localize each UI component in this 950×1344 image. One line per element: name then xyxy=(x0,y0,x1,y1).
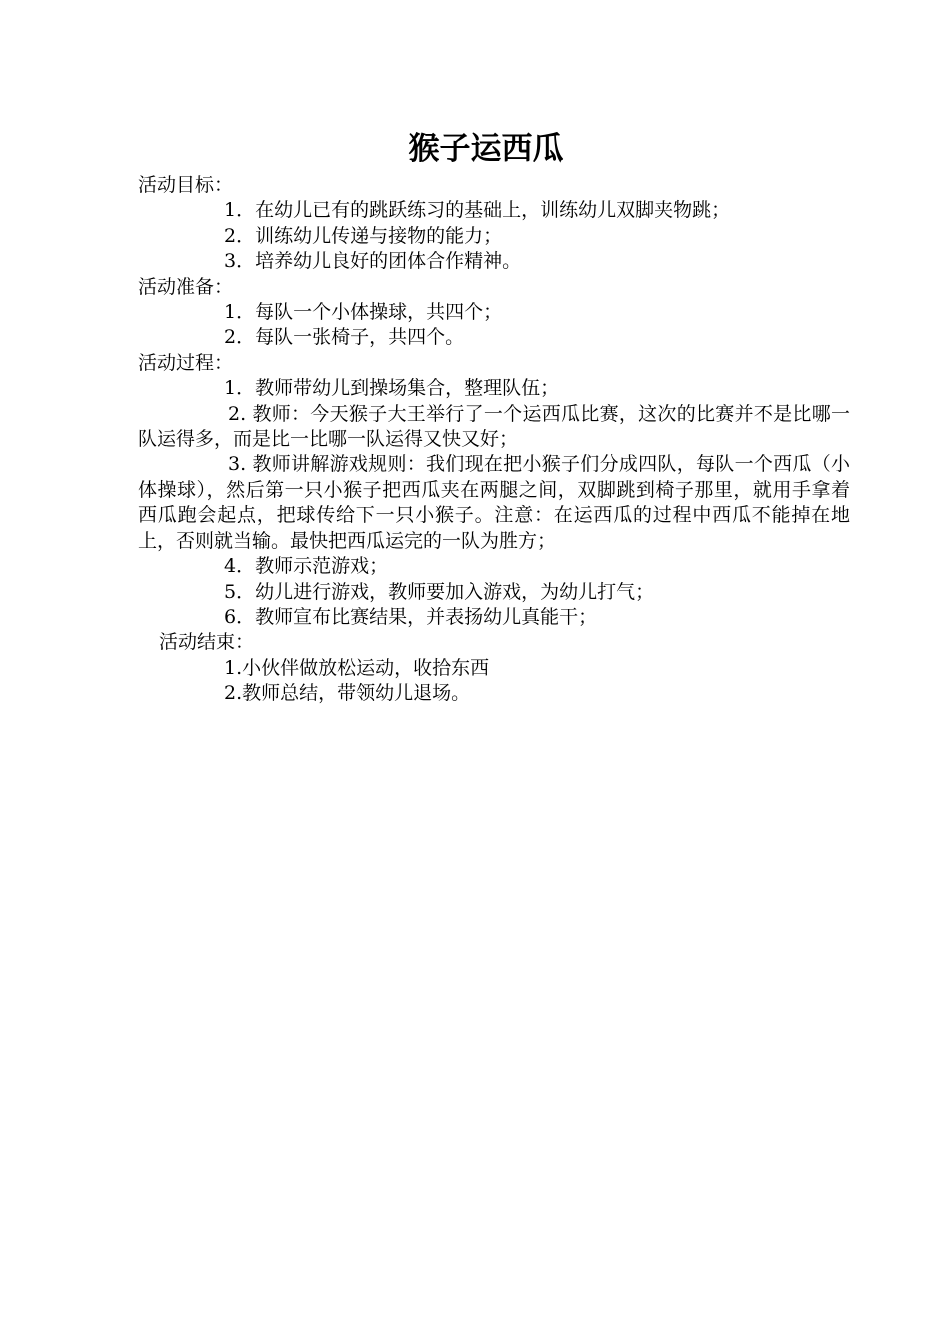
goal-item-2: 2．训练幼儿传递与接物的能力； xyxy=(224,224,503,247)
document-title: 猴子运西瓜 xyxy=(408,131,564,167)
goal-item-3: 3．培养幼儿良好的团体合作精神。 xyxy=(224,250,522,273)
goal-item-1: 1．在幼儿已有的跳跃练习的基础上，训练幼儿双脚夹物跳； xyxy=(224,199,731,222)
process-paragraph-2: 2. 教师：今天猴子大王举行了一个运西瓜比赛，这次的比赛并不是比哪一队运得多，而是比一比哪一队运得又快又好； xyxy=(138,402,850,451)
process-paragraph-3: 3. 教师讲解游戏规则：我们现在把小猴子们分成四队，每队一个西瓜（小体操球），然后第一只小猴子把西瓜夹在两腿之间，双脚跳到椅子那里，就用手拿着西瓜跑会起点，把球传给下一只小猴子。注意：在运西瓜的过程中西瓜不能掉在地上，否则就当输。最快把西瓜运完的一队为胜方； xyxy=(138,453,850,552)
process-item-5: 5．幼儿进行游戏，教师要加入游戏，为幼儿打气； xyxy=(224,580,655,603)
section-heading-ending: 活动结束： xyxy=(159,631,255,654)
section-heading-goals: 活动目标： xyxy=(138,174,234,196)
process-item-4: 4．教师示范游戏； xyxy=(224,555,389,578)
preparation-item-1: 1．每队一个小体操球，共四个； xyxy=(224,301,503,324)
process-item-1: 1．教师带幼儿到操场集合，整理队伍； xyxy=(224,377,560,400)
section-heading-preparation: 活动准备： xyxy=(138,275,234,298)
preparation-item-2: 2．每队一张椅子，共四个。 xyxy=(224,326,465,349)
section-heading-process: 活动过程： xyxy=(138,351,234,374)
ending-item-1: 1.小伙伴做放松运动，收拾东西 xyxy=(224,656,490,679)
ending-item-2: 2.教师总结，带领幼儿退场。 xyxy=(224,682,471,705)
process-item-6: 6．教师宣布比赛结果，并表扬幼儿真能干； xyxy=(224,605,598,628)
document-body xyxy=(138,173,850,707)
